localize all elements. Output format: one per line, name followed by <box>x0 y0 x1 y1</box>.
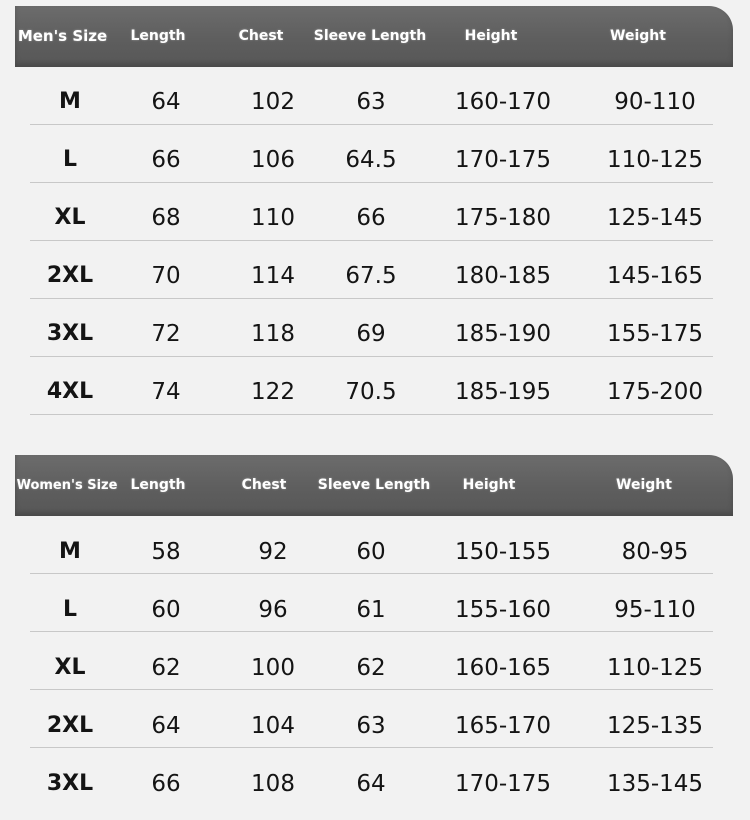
size-cell: 3XL <box>46 321 94 346</box>
height-cell: 185-190 <box>454 321 552 347</box>
height-cell: 160-165 <box>454 655 552 681</box>
chest-cell: 114 <box>251 263 295 289</box>
table-row <box>30 299 713 357</box>
table-row <box>30 125 713 183</box>
table-row <box>30 748 713 806</box>
size-cell: 3XL <box>46 771 94 796</box>
weight-cell: 145-165 <box>606 263 704 289</box>
weight-cell: 95-110 <box>614 597 696 623</box>
chest-cell: 122 <box>251 379 295 405</box>
sleeve-length-cell: 67.5 <box>345 263 397 289</box>
length-cell: 66 <box>151 147 181 173</box>
womens-size-table <box>0 455 750 806</box>
height-cell: 150-155 <box>454 539 552 565</box>
length-cell: 74 <box>151 379 181 405</box>
chest-cell: 118 <box>251 321 295 347</box>
chest-cell: 102 <box>251 89 295 115</box>
size-cell: XL <box>54 655 86 680</box>
height-cell: 160-170 <box>454 89 552 115</box>
table-row <box>30 516 713 574</box>
height-cell: 185-195 <box>454 379 552 405</box>
mens-size-table <box>0 6 750 415</box>
height-cell: 175-180 <box>454 205 552 231</box>
chest-cell: 106 <box>251 147 295 173</box>
womens-table-header <box>15 455 733 516</box>
header-weight: Weight <box>610 28 666 44</box>
header-length: Length <box>130 477 186 493</box>
size-cell: 2XL <box>46 713 94 738</box>
header-weight: Weight <box>616 477 672 493</box>
header-height: Height <box>464 28 518 44</box>
size-cell: 2XL <box>46 263 94 288</box>
header-sleeve-length: Sleeve Length <box>313 28 427 44</box>
header-sleeve-length: Sleeve Length <box>317 477 431 493</box>
weight-cell: 135-145 <box>606 771 704 797</box>
sleeve-length-cell: 60 <box>356 539 386 565</box>
weight-cell: 125-135 <box>606 713 704 739</box>
height-cell: 170-175 <box>454 147 552 173</box>
header-length: Length <box>130 28 186 44</box>
weight-cell: 90-110 <box>614 89 696 115</box>
length-cell: 58 <box>151 539 181 565</box>
length-cell: 72 <box>151 321 181 347</box>
weight-cell: 155-175 <box>606 321 704 347</box>
table-row <box>30 357 713 415</box>
sleeve-length-cell: 63 <box>356 713 386 739</box>
mens-table-header <box>15 6 733 67</box>
chest-cell: 108 <box>251 771 295 797</box>
weight-cell: 80-95 <box>621 539 689 565</box>
chest-cell: 92 <box>258 539 288 565</box>
size-cell: M <box>59 89 81 114</box>
table-row <box>30 574 713 632</box>
chest-cell: 96 <box>258 597 288 623</box>
chest-cell: 100 <box>251 655 295 681</box>
sleeve-length-cell: 62 <box>356 655 386 681</box>
table-row <box>30 67 713 125</box>
chest-cell: 104 <box>251 713 295 739</box>
size-cell: L <box>62 597 78 622</box>
mens-table-body <box>0 67 750 415</box>
height-cell: 165-170 <box>454 713 552 739</box>
length-cell: 68 <box>151 205 181 231</box>
size-cell: XL <box>54 205 86 230</box>
sleeve-length-cell: 63 <box>356 89 386 115</box>
weight-cell: 110-125 <box>606 147 704 173</box>
sleeve-length-cell: 69 <box>356 321 386 347</box>
weight-cell: 175-200 <box>606 379 704 405</box>
length-cell: 64 <box>151 713 181 739</box>
sleeve-length-cell: 66 <box>356 205 386 231</box>
table-row <box>30 632 713 690</box>
length-cell: 62 <box>151 655 181 681</box>
size-cell: 4XL <box>46 379 94 404</box>
sleeve-length-cell: 64.5 <box>345 147 397 173</box>
height-cell: 170-175 <box>454 771 552 797</box>
table-row <box>30 241 713 299</box>
table-row <box>30 183 713 241</box>
length-cell: 66 <box>151 771 181 797</box>
length-cell: 60 <box>151 597 181 623</box>
size-cell: L <box>62 147 78 172</box>
header-chest: Chest <box>241 477 287 493</box>
table-row <box>30 690 713 748</box>
header-chest: Chest <box>238 28 284 44</box>
chest-cell: 110 <box>251 205 295 231</box>
weight-cell: 125-145 <box>606 205 704 231</box>
sleeve-length-cell: 61 <box>356 597 386 623</box>
weight-cell: 110-125 <box>606 655 704 681</box>
size-cell: M <box>59 539 81 564</box>
womens-table-body <box>0 516 750 806</box>
sleeve-length-cell: 70.5 <box>345 379 397 405</box>
height-cell: 155-160 <box>454 597 552 623</box>
header-size: Men's Size <box>17 27 108 45</box>
header-height: Height <box>462 477 516 493</box>
header-size: Women's Size <box>16 478 118 493</box>
length-cell: 64 <box>151 89 181 115</box>
height-cell: 180-185 <box>454 263 552 289</box>
length-cell: 70 <box>151 263 181 289</box>
sleeve-length-cell: 64 <box>356 771 386 797</box>
